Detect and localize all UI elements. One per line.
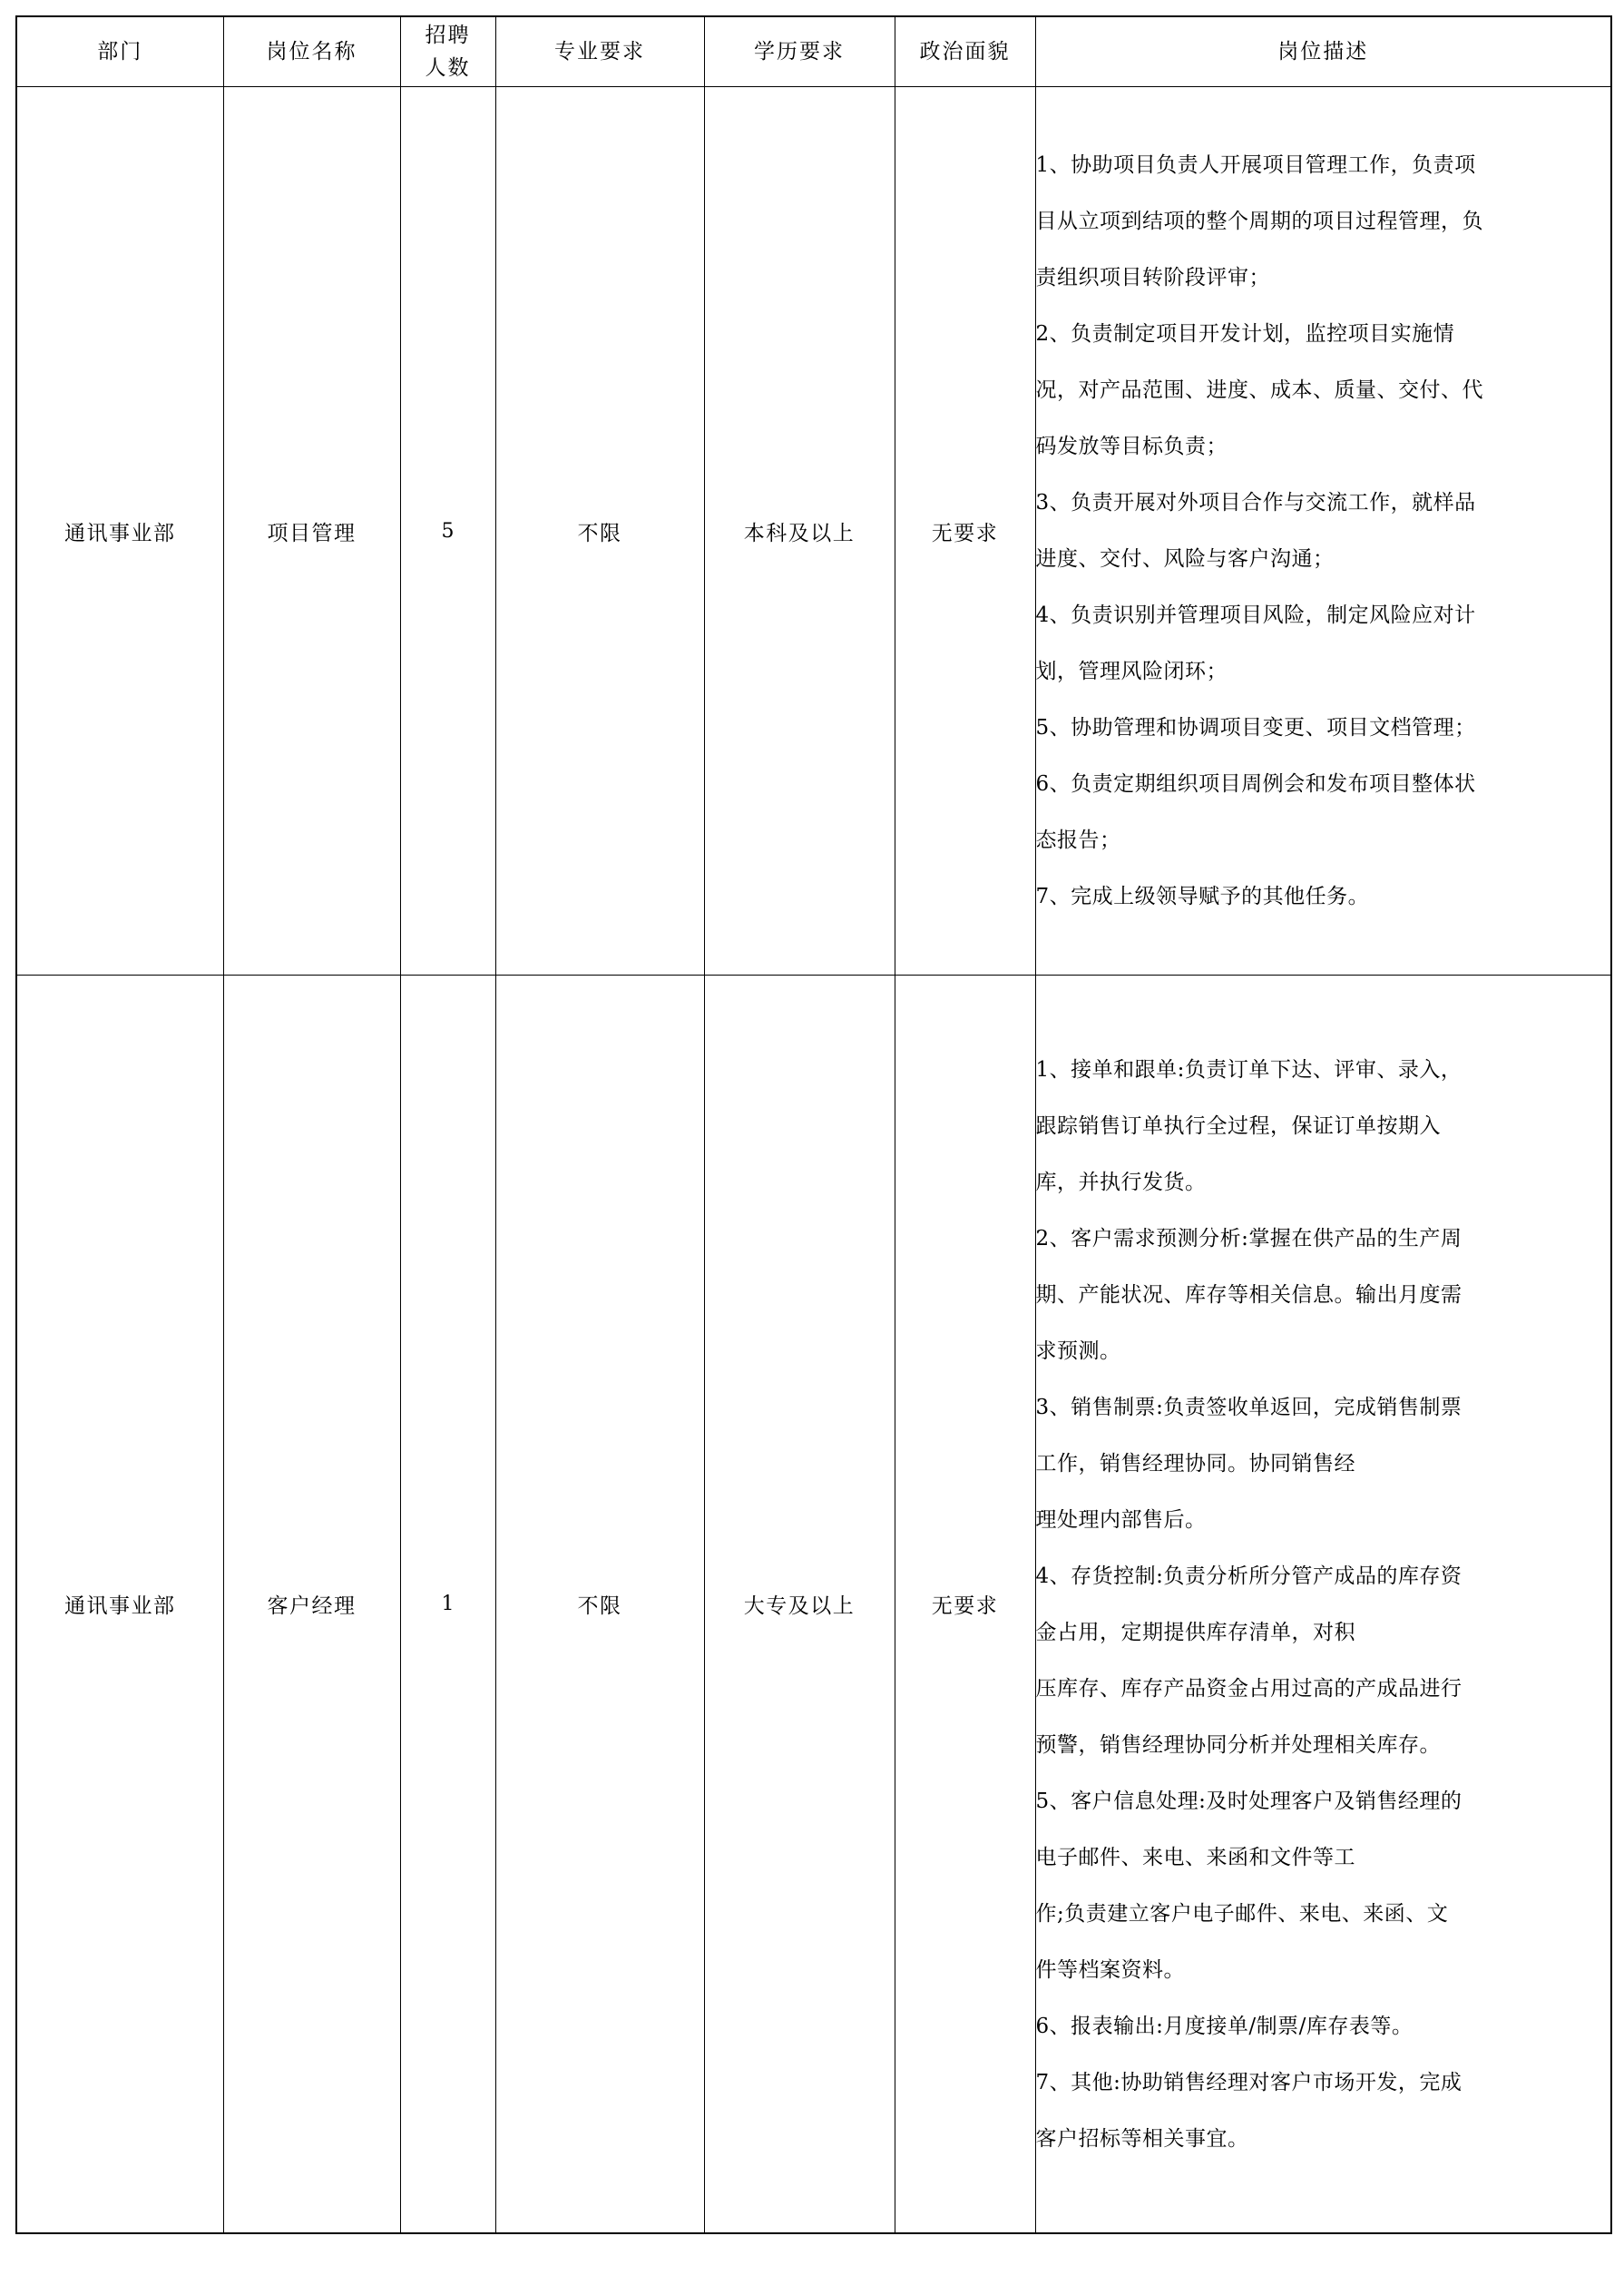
description-line: 压库存、库存产品资金占用过高的产成品进行 [1035,1676,1463,1701]
description-line: 责组织项目转阶段评审； [1035,266,1270,289]
cell-education-requirement: 本科及以上 [704,87,895,976]
description-line: 2、负责制定项目开发计划，监控项目实施情 [1035,322,1455,346]
description-line: 件等档案资料。 [1035,1957,1185,1982]
description-line: 况，对产品范围、进度、成本、质量、交付、代 [1035,378,1483,402]
description-line: 7、完成上级领导赋予的其他任务。 [1035,885,1370,908]
cell-department: 通讯事业部 [16,976,223,2234]
table-row [16,87,1611,976]
cell-major-requirement: 不限 [495,976,704,2234]
column-header-job-description [1035,16,1611,87]
description-line: 进度、交付、风险与客户沟通； [1035,547,1335,571]
header-text: 专业要求 [554,40,645,64]
description-line: 目从立项到结项的整个周期的项目过程管理，负 [1035,210,1483,233]
cell-education-requirement: 大专及以上 [704,976,895,2234]
header-text: 岗位名称 [266,40,357,64]
description-line: 4、负责识别并管理项目风险，制定风险应对计 [1035,603,1476,627]
description-line: 划，管理风险闭环； [1035,660,1228,683]
description-line: 5、协助管理和协调项目变更、项目文档管理； [1035,716,1476,740]
header-text: 学历要求 [754,40,845,64]
description-line: 码发放等目标负责； [1035,435,1228,458]
description-line: 工作，销售经理协同。协同销售经 [1035,1451,1355,1476]
column-header-headcount [400,16,495,87]
cell-department: 通讯事业部 [16,87,223,976]
cell-political-status: 无要求 [895,87,1035,976]
cell-job-description [1035,976,1611,2234]
description-line: 2、客户需求预测分析:掌握在供产品的生产周 [1035,1226,1463,1250]
cell-position-name: 客户经理 [223,976,400,2234]
description-line: 3、销售制票:负责签收单返回，完成销售制票 [1035,1395,1463,1419]
header-text-line2: 人数 [425,56,471,80]
column-header-position-name [223,16,400,87]
table-row [16,976,1611,2234]
header-text-line1: 招聘 [425,24,471,47]
description-line: 6、负责定期组织项目周例会和发布项目整体状 [1035,772,1476,796]
column-header-major-requirement [495,16,704,87]
description-line: 客户招标等相关事宜。 [1035,2126,1249,2151]
column-header-department [16,16,223,87]
description-line: 5、客户信息处理:及时处理客户及销售经理的 [1035,1789,1463,1813]
cell-major-requirement: 不限 [495,87,704,976]
description-line: 跟踪销售订单执行全过程，保证订单按期入 [1035,1113,1441,1138]
column-header-education-requirement [704,16,895,87]
table-body [16,87,1611,2234]
description-line: 求预测。 [1035,1339,1121,1363]
recruitment-table [15,15,1612,2234]
description-line: 期、产能状况、库存等相关信息。输出月度需 [1035,1282,1463,1307]
description-line: 1、接单和跟单:负责订单下达、评审、录入， [1035,1057,1463,1082]
description-line: 6、报表输出:月度接单/制票/库存表等。 [1035,2014,1414,2038]
table-header [16,16,1611,87]
cell-headcount: 1 [400,976,495,2234]
description-line: 电子邮件、来电、来函和文件等工 [1035,1845,1355,1869]
cell-headcount: 5 [400,87,495,976]
description-line: 3、负责开展对外项目合作与交流工作，就样品 [1035,491,1476,515]
cell-political-status: 无要求 [895,976,1035,2234]
description-line: 1、协助项目负责人开展项目管理工作，负责项 [1035,153,1476,177]
header-text: 政治面貌 [919,40,1011,64]
header-text: 部门 [97,40,143,64]
description-line: 态报告； [1035,829,1121,852]
description-line: 作;负责建立客户电子邮件、来电、来函、文 [1035,1901,1449,1926]
header-row [16,16,1611,87]
description-line: 理处理内部售后。 [1035,1507,1207,1532]
column-header-political-status [895,16,1035,87]
description-line: 预警，销售经理协同分析并处理相关库存。 [1035,1732,1441,1757]
cell-position-name: 项目管理 [223,87,400,976]
header-text: 岗位描述 [1277,40,1369,64]
description-line: 4、存货控制:负责分析所分管产成品的库存资 [1035,1564,1463,1588]
description-line: 7、其他:协助销售经理对客户市场开发，完成 [1035,2070,1463,2094]
description-line: 金占用，定期提供库存清单，对积 [1035,1620,1355,1644]
description-line: 库，并执行发货。 [1035,1170,1207,1194]
cell-job-description [1035,87,1611,976]
